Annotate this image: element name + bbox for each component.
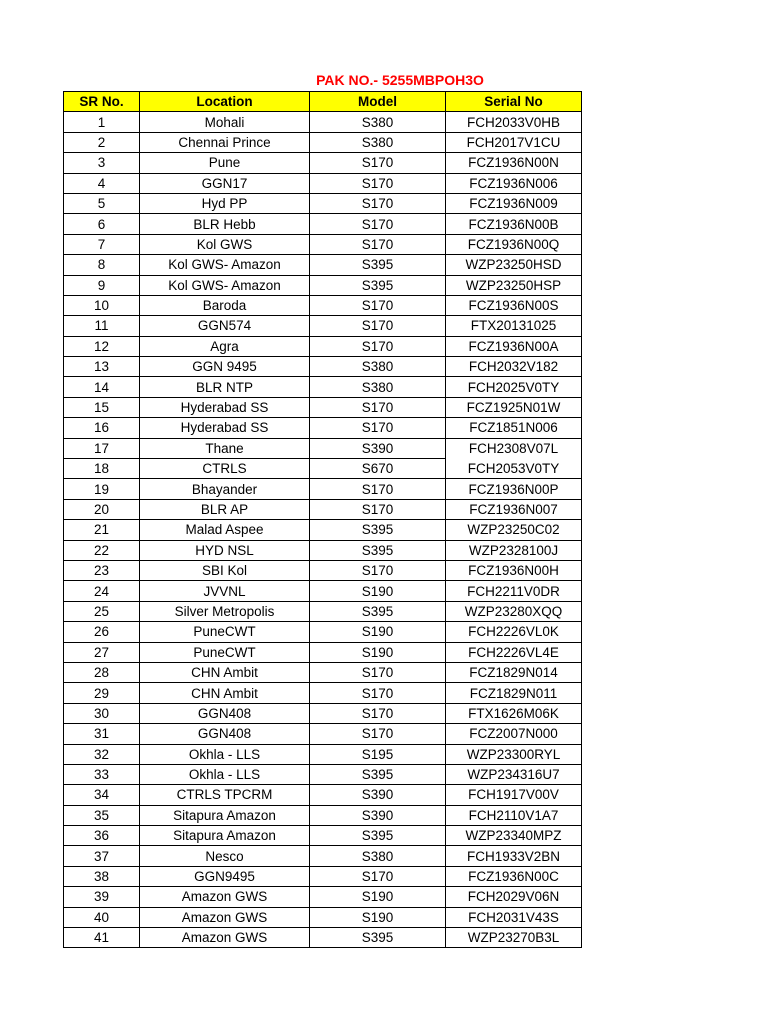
cell-serial-no: FCH2033V0HB <box>446 112 582 132</box>
table-row <box>64 214 582 234</box>
cell-sr-no: 31 <box>64 724 140 744</box>
cell-model: S670 <box>310 459 446 479</box>
table-row <box>64 764 582 784</box>
cell-sr-no: 20 <box>64 499 140 519</box>
cell-model: S170 <box>310 295 446 315</box>
cell-location: Kol GWS- Amazon <box>140 275 310 295</box>
table-row <box>64 520 582 540</box>
cell-model: S395 <box>310 601 446 621</box>
table-row <box>64 683 582 703</box>
cell-sr-no: 2 <box>64 132 140 152</box>
table-row <box>64 662 582 682</box>
page-title: PAK NO.- 5255MBPOH3O <box>316 72 484 88</box>
cell-serial-no: FCZ1936N009 <box>446 193 582 213</box>
cell-location: Pune <box>140 153 310 173</box>
cell-serial-no: FCZ1829N014 <box>446 662 582 682</box>
cell-location: CHN Ambit <box>140 683 310 703</box>
cell-sr-no: 28 <box>64 662 140 682</box>
cell-location: SBI Kol <box>140 560 310 580</box>
cell-location: Hyd PP <box>140 193 310 213</box>
table-row <box>64 846 582 866</box>
cell-serial-no: WZP23300RYL <box>446 744 582 764</box>
cell-sr-no: 3 <box>64 153 140 173</box>
table-row <box>64 459 582 479</box>
cell-location: Amazon GWS <box>140 928 310 948</box>
table-row <box>64 805 582 825</box>
cell-sr-no: 38 <box>64 866 140 886</box>
table-row <box>64 377 582 397</box>
cell-model: S195 <box>310 744 446 764</box>
cell-sr-no: 39 <box>64 887 140 907</box>
cell-serial-no: WZP23250C02 <box>446 520 582 540</box>
cell-serial-no: FCH2110V1A7 <box>446 805 582 825</box>
table-row <box>64 153 582 173</box>
cell-serial-no: FCH1917V00V <box>446 785 582 805</box>
cell-model: S380 <box>310 112 446 132</box>
cell-model: S170 <box>310 703 446 723</box>
cell-serial-no: FCH2032V182 <box>446 357 582 377</box>
cell-model: S190 <box>310 887 446 907</box>
cell-sr-no: 19 <box>64 479 140 499</box>
table-row <box>64 479 582 499</box>
table-row <box>64 785 582 805</box>
cell-location: Chennai Prince <box>140 132 310 152</box>
cell-serial-no: FCZ1936N00N <box>446 153 582 173</box>
cell-serial-no: FTX20131025 <box>446 316 582 336</box>
cell-location: GGN408 <box>140 724 310 744</box>
cell-location: Sitapura Amazon <box>140 805 310 825</box>
cell-model: S390 <box>310 785 446 805</box>
cell-location: Amazon GWS <box>140 907 310 927</box>
cell-sr-no: 17 <box>64 438 140 458</box>
cell-sr-no: 9 <box>64 275 140 295</box>
table-row <box>64 316 582 336</box>
cell-sr-no: 25 <box>64 601 140 621</box>
cell-serial-no: FCZ1936N00B <box>446 214 582 234</box>
table-row <box>64 499 582 519</box>
table-row <box>64 357 582 377</box>
cell-serial-no: FCH2053V0TY <box>446 459 582 479</box>
cell-serial-no: WZP23340MPZ <box>446 826 582 846</box>
cell-location: GGN574 <box>140 316 310 336</box>
cell-serial-no: WZP2328100J <box>446 540 582 560</box>
cell-model: S170 <box>310 418 446 438</box>
cell-model: S190 <box>310 581 446 601</box>
cell-model: S395 <box>310 764 446 784</box>
cell-location: GGN9495 <box>140 866 310 886</box>
cell-sr-no: 21 <box>64 520 140 540</box>
cell-serial-no: FCZ1829N011 <box>446 683 582 703</box>
cell-location: Silver Metropolis <box>140 601 310 621</box>
cell-serial-no: FCZ1936N00A <box>446 336 582 356</box>
cell-location: Agra <box>140 336 310 356</box>
cell-location: Hyderabad SS <box>140 397 310 417</box>
cell-sr-no: 15 <box>64 397 140 417</box>
cell-sr-no: 4 <box>64 173 140 193</box>
cell-serial-no: FTX1626M06K <box>446 703 582 723</box>
cell-model: S395 <box>310 826 446 846</box>
table-row <box>64 601 582 621</box>
cell-sr-no: 33 <box>64 764 140 784</box>
cell-model: S380 <box>310 357 446 377</box>
table-row <box>64 397 582 417</box>
cell-sr-no: 23 <box>64 560 140 580</box>
cell-location: CTRLS <box>140 459 310 479</box>
cell-sr-no: 6 <box>64 214 140 234</box>
cell-model: S170 <box>310 499 446 519</box>
cell-sr-no: 16 <box>64 418 140 438</box>
header-sr-no: SR No. <box>64 92 140 112</box>
cell-model: S170 <box>310 214 446 234</box>
cell-location: GGN 9495 <box>140 357 310 377</box>
cell-model: S380 <box>310 846 446 866</box>
cell-serial-no: FCH2025V0TY <box>446 377 582 397</box>
table-row <box>64 132 582 152</box>
cell-model: S170 <box>310 866 446 886</box>
cell-location: Nesco <box>140 846 310 866</box>
table-row <box>64 336 582 356</box>
table-row <box>64 581 582 601</box>
cell-sr-no: 18 <box>64 459 140 479</box>
cell-model: S170 <box>310 193 446 213</box>
cell-sr-no: 14 <box>64 377 140 397</box>
cell-model: S170 <box>310 479 446 499</box>
cell-location: PuneCWT <box>140 622 310 642</box>
table-row <box>64 560 582 580</box>
cell-serial-no: FCH2308V07L <box>446 438 582 458</box>
cell-sr-no: 5 <box>64 193 140 213</box>
cell-model: S170 <box>310 683 446 703</box>
cell-serial-no: FCH2211V0DR <box>446 581 582 601</box>
table-row <box>64 275 582 295</box>
table-row <box>64 112 582 132</box>
cell-serial-no: WZP234316U7 <box>446 764 582 784</box>
cell-location: Mohali <box>140 112 310 132</box>
table-row <box>64 744 582 764</box>
cell-model: S395 <box>310 255 446 275</box>
cell-serial-no: FCZ1936N00P <box>446 479 582 499</box>
header-model: Model <box>310 92 446 112</box>
cell-serial-no: FCZ1851N006 <box>446 418 582 438</box>
cell-location: Hyderabad SS <box>140 418 310 438</box>
table-row <box>64 193 582 213</box>
cell-sr-no: 22 <box>64 540 140 560</box>
cell-serial-no: FCZ1936N00H <box>446 560 582 580</box>
cell-serial-no: WZP23250HSD <box>446 255 582 275</box>
cell-model: S190 <box>310 642 446 662</box>
cell-location: Kol GWS- Amazon <box>140 255 310 275</box>
cell-serial-no: WZP23250HSP <box>446 275 582 295</box>
cell-serial-no: FCZ1925N01W <box>446 397 582 417</box>
cell-model: S390 <box>310 805 446 825</box>
header-serial-no: Serial No <box>446 92 582 112</box>
table-row <box>64 703 582 723</box>
table-row <box>64 438 582 458</box>
header-location: Location <box>140 92 310 112</box>
cell-sr-no: 13 <box>64 357 140 377</box>
cell-model: S190 <box>310 622 446 642</box>
cell-location: Thane <box>140 438 310 458</box>
cell-location: Amazon GWS <box>140 887 310 907</box>
cell-model: S170 <box>310 560 446 580</box>
table-row <box>64 642 582 662</box>
cell-serial-no: FCH1933V2BN <box>446 846 582 866</box>
table-row <box>64 928 582 948</box>
cell-sr-no: 36 <box>64 826 140 846</box>
cell-location: BLR Hebb <box>140 214 310 234</box>
cell-model: S395 <box>310 520 446 540</box>
cell-sr-no: 10 <box>64 295 140 315</box>
cell-sr-no: 40 <box>64 907 140 927</box>
cell-location: BLR AP <box>140 499 310 519</box>
table-row <box>64 234 582 254</box>
cell-sr-no: 26 <box>64 622 140 642</box>
cell-serial-no: FCH2017V1CU <box>446 132 582 152</box>
cell-serial-no: FCZ2007N000 <box>446 724 582 744</box>
cell-serial-no: WZP23280XQQ <box>446 601 582 621</box>
cell-model: S190 <box>310 907 446 927</box>
cell-location: BLR NTP <box>140 377 310 397</box>
cell-model: S170 <box>310 234 446 254</box>
cell-location: PuneCWT <box>140 642 310 662</box>
cell-sr-no: 32 <box>64 744 140 764</box>
cell-serial-no: FCH2226VL0K <box>446 622 582 642</box>
cell-model: S390 <box>310 438 446 458</box>
cell-location: HYD NSL <box>140 540 310 560</box>
table-row <box>64 540 582 560</box>
cell-sr-no: 37 <box>64 846 140 866</box>
cell-model: S395 <box>310 928 446 948</box>
table-header-row <box>64 92 582 112</box>
cell-serial-no: FCH2029V06N <box>446 887 582 907</box>
table-row <box>64 907 582 927</box>
cell-model: S395 <box>310 540 446 560</box>
cell-model: S170 <box>310 336 446 356</box>
cell-location: CHN Ambit <box>140 662 310 682</box>
cell-model: S380 <box>310 377 446 397</box>
cell-sr-no: 34 <box>64 785 140 805</box>
inventory-table <box>63 91 582 948</box>
cell-location: JVVNL <box>140 581 310 601</box>
cell-model: S170 <box>310 173 446 193</box>
cell-model: S170 <box>310 397 446 417</box>
cell-sr-no: 8 <box>64 255 140 275</box>
cell-location: Okhla - LLS <box>140 764 310 784</box>
table-row <box>64 866 582 886</box>
cell-sr-no: 7 <box>64 234 140 254</box>
cell-location: Bhayander <box>140 479 310 499</box>
table-row <box>64 724 582 744</box>
cell-location: Sitapura Amazon <box>140 826 310 846</box>
cell-sr-no: 35 <box>64 805 140 825</box>
cell-serial-no: WZP23270B3L <box>446 928 582 948</box>
table-row <box>64 622 582 642</box>
cell-model: S395 <box>310 275 446 295</box>
cell-location: GGN408 <box>140 703 310 723</box>
table-row <box>64 255 582 275</box>
cell-model: S380 <box>310 132 446 152</box>
cell-location: Baroda <box>140 295 310 315</box>
cell-location: Malad Aspee <box>140 520 310 540</box>
table-row <box>64 295 582 315</box>
cell-model: S170 <box>310 316 446 336</box>
cell-sr-no: 12 <box>64 336 140 356</box>
cell-model: S170 <box>310 724 446 744</box>
cell-serial-no: FCZ1936N00Q <box>446 234 582 254</box>
cell-serial-no: FCZ1936N006 <box>446 173 582 193</box>
cell-sr-no: 41 <box>64 928 140 948</box>
cell-sr-no: 30 <box>64 703 140 723</box>
table-row <box>64 887 582 907</box>
cell-sr-no: 1 <box>64 112 140 132</box>
table-row <box>64 173 582 193</box>
cell-serial-no: FCZ1936N00C <box>446 866 582 886</box>
cell-model: S170 <box>310 662 446 682</box>
cell-sr-no: 11 <box>64 316 140 336</box>
cell-serial-no: FCZ1936N00S <box>446 295 582 315</box>
cell-sr-no: 24 <box>64 581 140 601</box>
cell-location: GGN17 <box>140 173 310 193</box>
cell-model: S170 <box>310 153 446 173</box>
cell-sr-no: 29 <box>64 683 140 703</box>
cell-serial-no: FCH2226VL4E <box>446 642 582 662</box>
cell-location: Kol GWS <box>140 234 310 254</box>
cell-serial-no: FCH2031V43S <box>446 907 582 927</box>
cell-location: CTRLS TPCRM <box>140 785 310 805</box>
cell-sr-no: 27 <box>64 642 140 662</box>
cell-serial-no: FCZ1936N007 <box>446 499 582 519</box>
cell-location: Okhla - LLS <box>140 744 310 764</box>
table-row <box>64 826 582 846</box>
table-row <box>64 418 582 438</box>
table-body <box>64 112 582 948</box>
